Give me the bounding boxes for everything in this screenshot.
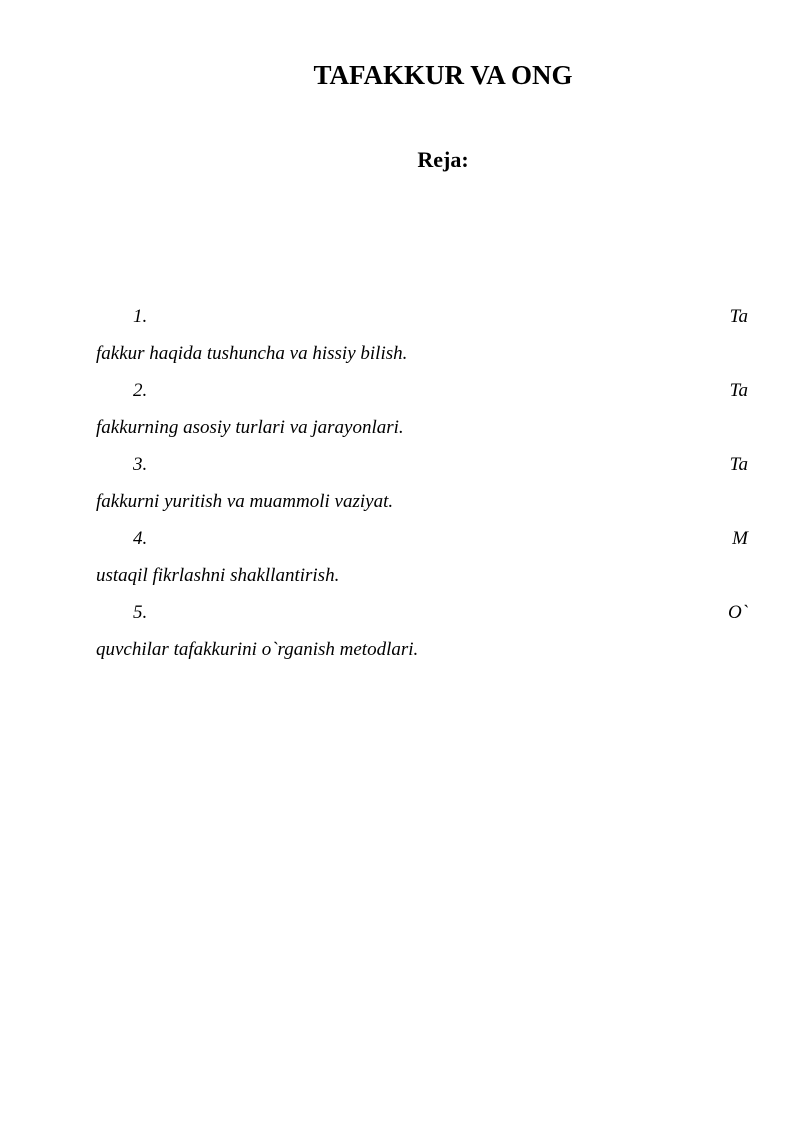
list-item-text-start: Ta xyxy=(729,454,748,475)
list-item-text-start: O` xyxy=(727,602,748,623)
list-item xyxy=(96,524,748,598)
page-title: TAFAKKUR VA ONG xyxy=(313,60,573,90)
list-item-text: quvchilar tafakkurini o`rganish metodlari. xyxy=(96,639,419,660)
list-item-number: 2. xyxy=(133,380,148,401)
list-item xyxy=(96,598,748,672)
list-item-number: 5. xyxy=(133,602,148,623)
list-item-number: 1. xyxy=(133,306,148,327)
plan-heading: Reja: xyxy=(417,147,469,172)
list-item-text-start: Ta xyxy=(729,306,748,327)
list-item xyxy=(96,376,748,450)
list-item-text-start: M xyxy=(732,528,748,549)
list-item-text-start: Ta xyxy=(729,380,748,401)
list-item-number: 4. xyxy=(133,528,148,549)
list-item xyxy=(96,302,748,376)
list-item-text: fakkurning asosiy turlari va jarayonlari. xyxy=(96,417,404,438)
list-item-text: fakkur haqida tushuncha va hissiy bilish. xyxy=(96,343,408,364)
list-item-text: ustaqil fikrlashni shakllantirish. xyxy=(96,565,340,586)
list-item-text: fakkurni yuritish va muammoli vaziyat. xyxy=(96,491,394,512)
list-item xyxy=(96,450,748,524)
list-item-number: 3. xyxy=(133,454,148,475)
plan-list xyxy=(96,302,748,672)
